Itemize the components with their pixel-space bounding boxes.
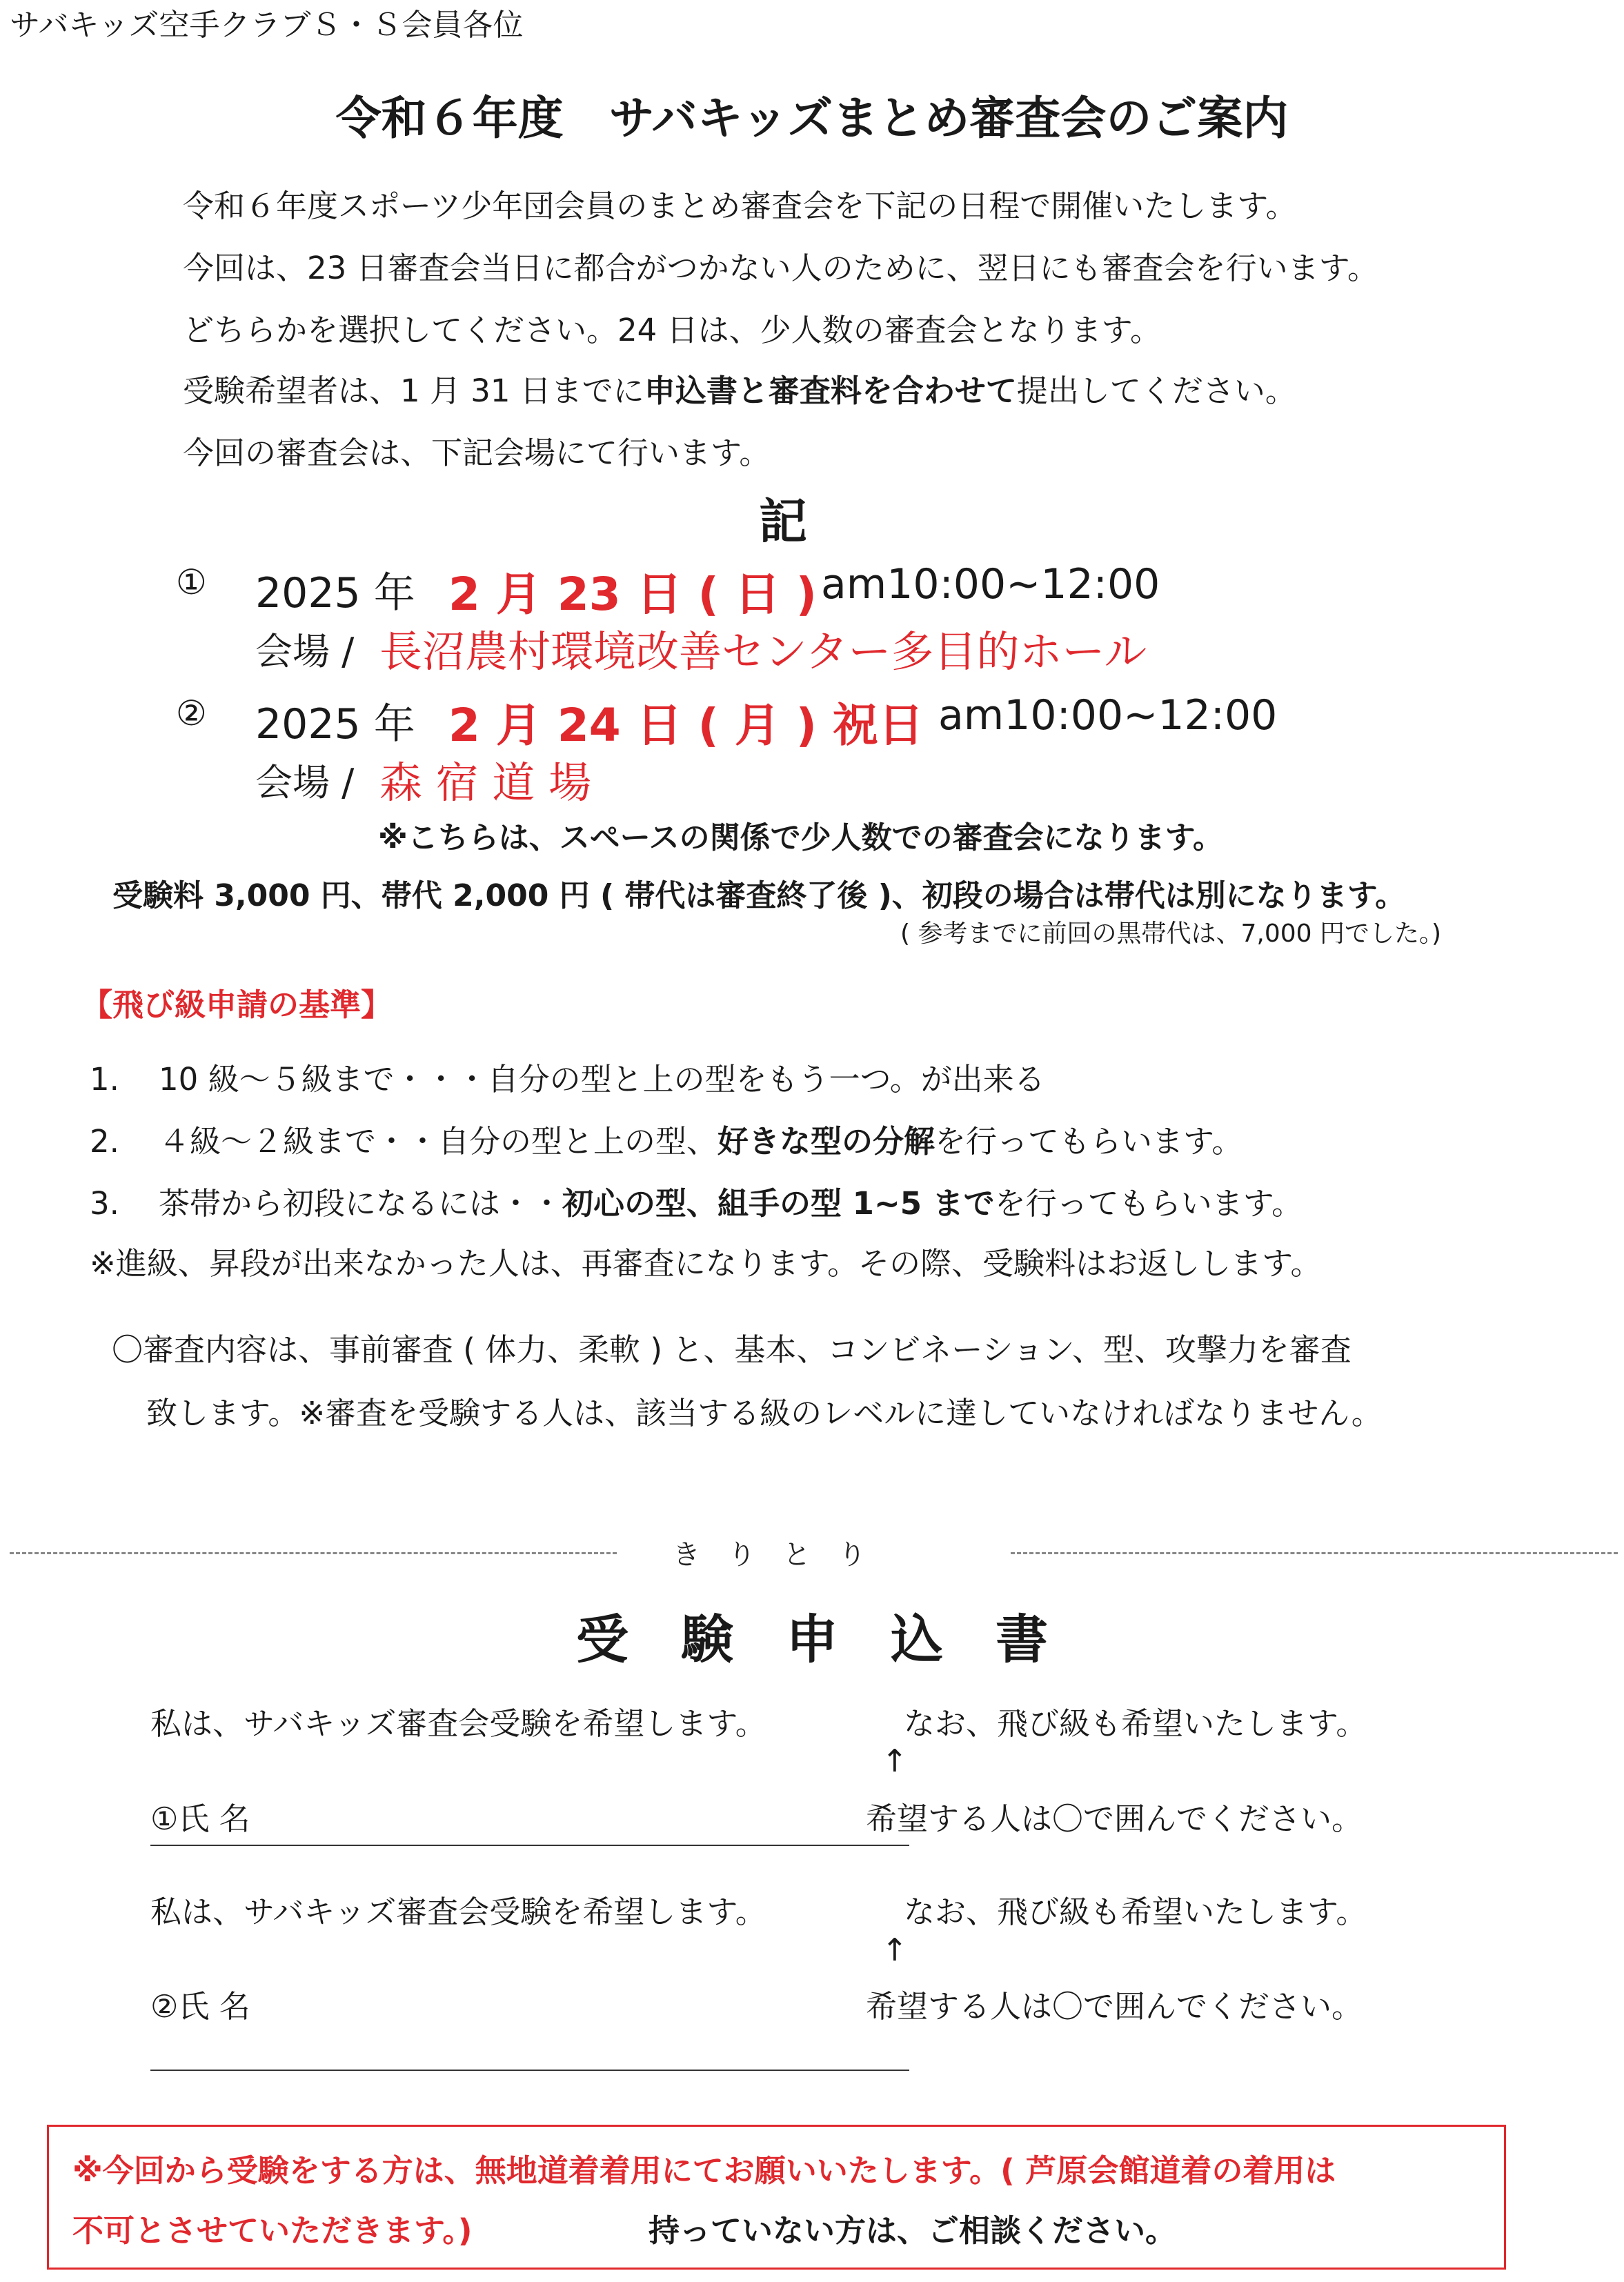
- apply-after: 提出してください。: [1016, 373, 1296, 409]
- criteria-item-after: を行ってもらいます。: [994, 1185, 1303, 1222]
- intro-line-3: どちらかを選択してください。24 日は、少人数の審査会となります。: [183, 312, 1161, 348]
- intro-line-apply: [183, 366, 1296, 410]
- cut-line-left: [10, 1552, 617, 1554]
- notice-line-1: ※今回から受験をする方は、無地道着着用にてお願いいたします。( 芦原会館道着の着用は: [72, 2152, 1336, 2189]
- session-2-time: am10:00~12:00: [938, 691, 1278, 740]
- session-1-number: ①: [176, 562, 207, 602]
- session-1-venue: 長沼農村環境改善センター多目的ホール: [379, 626, 1147, 677]
- content-note-line-1: 〇審査内容は、事前審査 ( 体力、柔軟 ) と、基本、コンビネーション、型、攻撃力を審査: [112, 1331, 1351, 1368]
- criteria-item: [90, 1178, 1303, 1223]
- criteria-item-bold: 好きな型の分解: [717, 1123, 935, 1160]
- session-2-number: ②: [176, 693, 207, 733]
- criteria-item: [90, 1116, 1242, 1161]
- entry-1-name-label: ①氏 名: [150, 1800, 250, 1837]
- page-title: 令和６年度 サバキッズまとめ審査会のご案内: [335, 92, 1289, 145]
- criteria-item-before: ４級～２級まで・・自分の型と上の型、: [159, 1123, 718, 1160]
- session-1-time: am10:00~12:00: [821, 560, 1160, 608]
- arrow-up-icon: ↑: [882, 1743, 908, 1779]
- content-note-line-2: 致します。※審査を受験する人は、該当する級のレベルに達していなければなりません。: [146, 1395, 1383, 1431]
- session-2-venue-label: 会場 /: [255, 761, 355, 804]
- session-1-date: 2 月 23 日 ( 日 ): [448, 568, 817, 621]
- session-2-date: 2 月 24 日 ( 月 ) 祝日: [448, 699, 924, 752]
- fee-text: 受験料 3,000 円、帯代 2,000 円 ( 帯代は審査終了後 )、初段の場合は帯代は別になります。: [112, 878, 1406, 913]
- entry-2-statement: 私は、サバキッズ審査会受験を希望します。: [150, 1894, 766, 1930]
- cut-label: き り と り: [673, 1539, 866, 1571]
- criteria-note: ※進級、昇段が出来なかった人は、再審査になります。その際、受験料はお返しします。: [90, 1245, 1322, 1282]
- criteria-item-number: 3.: [90, 1185, 119, 1222]
- entry-1-skip: なお、飛び級も希望いたします。: [904, 1705, 1367, 1742]
- intro-line-4: 今回の審査会は、下記会場にて行います。: [183, 435, 771, 471]
- cut-line-right: [1011, 1552, 1618, 1554]
- session-2-note: ※こちらは、スペースの関係で少人数での審査会になります。: [378, 820, 1224, 855]
- criteria-item-bold: 初心の型、組手の型 1~5 まで: [562, 1185, 995, 1222]
- entry-2-name-field[interactable]: [150, 2070, 909, 2071]
- form-title: 受 験 申 込 書: [576, 1609, 1048, 1670]
- criteria-item-before: 茶帯から初段になるには・・: [159, 1185, 563, 1222]
- intro-line-1: 令和６年度スポーツ少年団会員のまとめ審査会を下記の日程で開催いたします。: [183, 188, 1297, 224]
- entry-1-circle-note: 希望する人は〇で囲んでください。: [866, 1800, 1363, 1837]
- criteria-item: [90, 1054, 1045, 1099]
- entry-2-circle-note: 希望する人は〇で囲んでください。: [866, 1988, 1363, 2025]
- session-1-year: 2025 年: [255, 569, 415, 617]
- criteria-item-before: 10 級～５級まで・・・自分の型と上の型をもう一つ。が出来る: [159, 1061, 1045, 1098]
- session-2-venue: 森 宿 道 場: [379, 757, 592, 808]
- entry-2-skip: なお、飛び級も希望いたします。: [904, 1894, 1367, 1930]
- apply-before: 受験希望者は、1 月 31 日までに: [183, 373, 644, 409]
- ki-heading: 記: [759, 493, 807, 550]
- session-1-venue-label: 会場 /: [255, 630, 355, 673]
- entry-2-name-label: ②氏 名: [150, 1988, 250, 2025]
- arrow-up-icon: ↑: [882, 1932, 908, 1968]
- criteria-heading: 【飛び級申請の基準】: [81, 986, 393, 1023]
- criteria-item-number: 2.: [90, 1123, 119, 1160]
- fee-note: ( 参考までに前回の黒帯代は、7,000 円でした。): [900, 920, 1442, 948]
- entry-1-name-field[interactable]: [150, 1845, 909, 1846]
- apply-bold: 申込書と審査料を合わせて: [644, 373, 1017, 409]
- notice-line-2: 不可とさせていただきます。): [72, 2212, 473, 2249]
- notice-line-2-extra: 持っていない方は、ご相談ください。: [648, 2212, 1177, 2249]
- intro-line-2: 今回は、23 日審査会当日に都合がつかない人のために、翌日にも審査会を行います。: [183, 250, 1378, 286]
- criteria-item-after: を行ってもらいます。: [935, 1123, 1243, 1160]
- addressee: サバキッズ空手クラブＳ・Ｓ会員各位: [10, 8, 524, 43]
- criteria-item-number: 1.: [90, 1061, 119, 1098]
- session-2-year: 2025 年: [255, 700, 415, 748]
- entry-1-statement: 私は、サバキッズ審査会受験を希望します。: [150, 1705, 766, 1742]
